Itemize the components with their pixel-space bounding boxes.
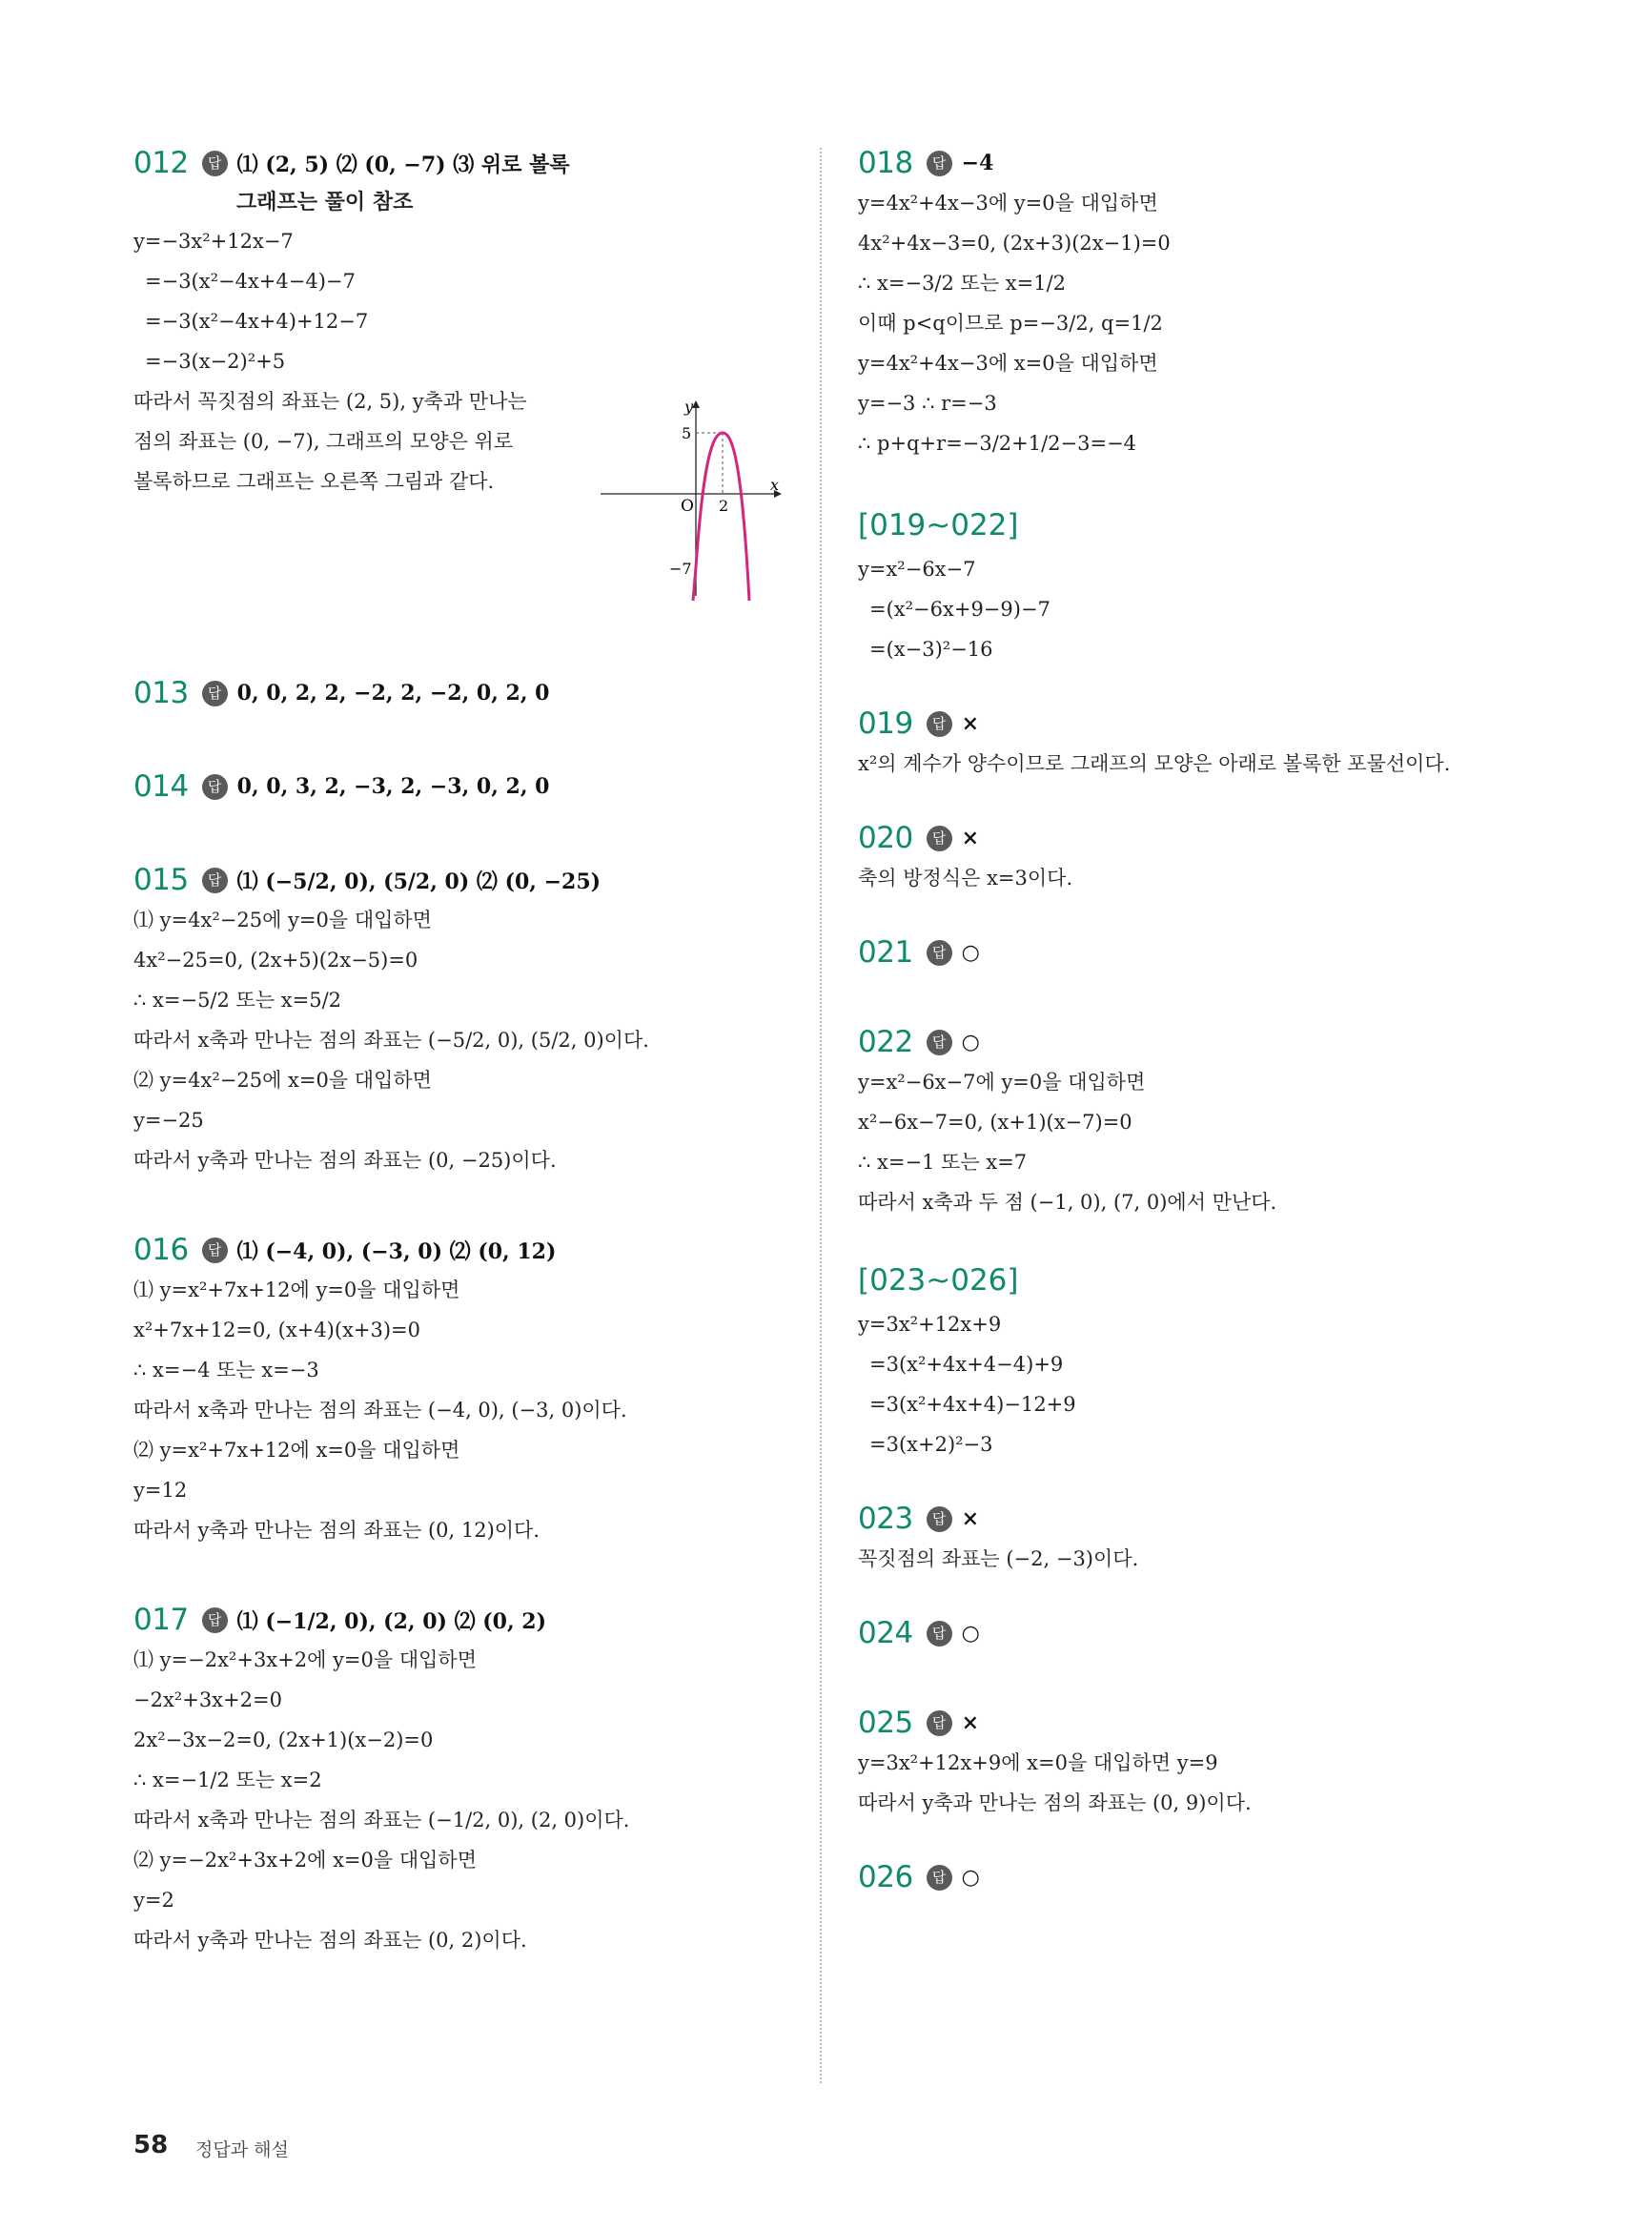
problem-021 bbox=[858, 932, 1544, 972]
answer-text: ○ bbox=[961, 1621, 980, 1646]
problem-header bbox=[133, 767, 801, 807]
solution-line: ⑴ y=−2x²+3x+2에 y=0을 대입하면 bbox=[133, 1648, 477, 1671]
answer-text: 0, 0, 3, 2, −3, 2, −3, 0, 2, 0 bbox=[236, 774, 550, 799]
answer-badge-icon: 답 bbox=[927, 151, 952, 176]
answer-badge-icon: 답 bbox=[202, 151, 228, 176]
column-divider bbox=[820, 148, 822, 2083]
solution-line: =3(x²+4x+4)−12+9 bbox=[869, 1393, 1076, 1416]
problem-header bbox=[858, 818, 1544, 858]
solution-line: y=12 bbox=[133, 1479, 188, 1502]
problem-015 bbox=[133, 860, 801, 1180]
answer-badge-icon: 답 bbox=[927, 1865, 952, 1891]
solution-line: ⑴ y=4x²−25에 y=0을 대입하면 bbox=[133, 909, 432, 931]
problem-number: 018 bbox=[858, 146, 913, 180]
solution-line: 꼭짓점의 좌표는 (−2, −3)이다. bbox=[858, 1547, 1139, 1570]
answer-badge-icon: 답 bbox=[927, 1621, 952, 1647]
solution-line: 따라서 x축과 만나는 점의 좌표는 (−4, 0), (−3, 0)이다. bbox=[133, 1399, 627, 1422]
group-title: [019~022] bbox=[858, 508, 1019, 542]
solution-line: ∴ x=−1 또는 x=7 bbox=[858, 1151, 1028, 1174]
problem-header bbox=[133, 860, 801, 900]
solution-line: 따라서 y축과 만나는 점의 좌표는 (0, −25)이다. bbox=[133, 1149, 557, 1172]
answer-text: × bbox=[961, 1506, 980, 1531]
answer-text: ⑴ (−5/2, 0), (5/2, 0) ⑵ (0, −25) bbox=[236, 869, 602, 894]
problem-header bbox=[133, 1600, 801, 1640]
solution-line: y=4x²+4x−3에 y=0을 대입하면 bbox=[858, 192, 1158, 215]
problem-number: 026 bbox=[858, 1860, 913, 1894]
solution-line: =3(x²+4x+4−4)+9 bbox=[869, 1353, 1064, 1376]
problem-014 bbox=[133, 767, 801, 807]
answer-badge-icon: 답 bbox=[202, 1238, 228, 1263]
answer-badge-icon: 답 bbox=[927, 711, 952, 737]
answer-text: ○ bbox=[961, 1865, 980, 1890]
solution-line: =−3(x−2)²+5 bbox=[145, 350, 286, 373]
solution-line: ⑵ y=−2x²+3x+2에 x=0을 대입하면 bbox=[133, 1849, 477, 1872]
problem-022 bbox=[858, 1022, 1544, 1222]
y-tick-top-label: 5 bbox=[682, 424, 692, 442]
answer-badge-icon: 답 bbox=[202, 681, 228, 706]
problem-024 bbox=[858, 1613, 1544, 1653]
y-axis-arrow-icon bbox=[692, 400, 700, 408]
problem-026 bbox=[858, 1857, 1544, 1897]
answer-badge-icon: 답 bbox=[927, 826, 952, 851]
problem-020 bbox=[858, 818, 1544, 898]
solution-line: 따라서 x축과 만나는 점의 좌표는 (−5/2, 0), (5/2, 0)이다. bbox=[133, 1029, 649, 1052]
problem-number: 016 bbox=[133, 1233, 189, 1267]
y-axis-label: y bbox=[684, 398, 694, 416]
answer-text: × bbox=[961, 1710, 980, 1735]
problem-016 bbox=[133, 1230, 801, 1550]
solution-line: 이때 p<q이므로 p=−3/2, q=1/2 bbox=[858, 312, 1163, 335]
problem-number: 012 bbox=[133, 146, 189, 180]
solution-line: y=−25 bbox=[133, 1109, 204, 1132]
problem-number: 017 bbox=[133, 1603, 189, 1637]
solution-line: =(x−3)²−16 bbox=[869, 638, 993, 661]
origin-label: O bbox=[681, 497, 694, 516]
solution-line: 4x²+4x−3=0, (2x+3)(2x−1)=0 bbox=[858, 232, 1171, 255]
solution-line: =−3(x²−4x+4)+12−7 bbox=[145, 310, 369, 333]
problem-025 bbox=[858, 1703, 1544, 1823]
parabola-curve bbox=[693, 433, 749, 601]
group-019-022 bbox=[858, 501, 1544, 669]
problem-number: 025 bbox=[858, 1706, 913, 1740]
solution-line: ⑵ y=4x²−25에 x=0을 대입하면 bbox=[133, 1069, 432, 1092]
problem-header bbox=[858, 1022, 1544, 1062]
solution-line: 따라서 x축과 만나는 점의 좌표는 (−1/2, 0), (2, 0)이다. bbox=[133, 1809, 630, 1831]
solution-line: y=3x²+12x+9 bbox=[858, 1313, 1002, 1336]
problem-018 bbox=[858, 143, 1544, 463]
solution-line: y=x²−6x−7 bbox=[858, 558, 976, 581]
solution-line: 축의 방정식은 x=3이다. bbox=[858, 867, 1073, 890]
solution-line: y=x²−6x−7에 y=0을 대입하면 bbox=[858, 1071, 1146, 1094]
answer-text: ○ bbox=[961, 1030, 980, 1054]
problem-header bbox=[858, 1857, 1544, 1897]
problem-header bbox=[858, 932, 1544, 972]
answer-text: 0, 0, 2, 2, −2, 2, −2, 0, 2, 0 bbox=[236, 681, 550, 706]
answer-continuation: 그래프는 풀이 참조 bbox=[236, 190, 414, 215]
solution-line: 따라서 y축과 만나는 점의 좌표는 (0, 2)이다. bbox=[133, 1929, 527, 1952]
solution-line: 4x²−25=0, (2x+5)(2x−5)=0 bbox=[133, 949, 418, 972]
answer-badge-icon: 답 bbox=[927, 1506, 952, 1532]
solution-line: ∴ x=−3/2 또는 x=1/2 bbox=[858, 272, 1067, 295]
problem-number: 019 bbox=[858, 706, 913, 741]
problem-013 bbox=[133, 673, 801, 713]
solution-line: 따라서 y축과 만나는 점의 좌표는 (0, 12)이다. bbox=[133, 1519, 540, 1542]
solution-line: 볼록하므로 그래프는 오른쪽 그림과 같다. bbox=[133, 470, 495, 493]
answer-badge-icon: 답 bbox=[927, 1710, 952, 1736]
problem-019 bbox=[858, 704, 1544, 784]
answer-badge-icon: 답 bbox=[202, 774, 228, 800]
problem-header bbox=[133, 673, 801, 713]
answer-text: ⑴ (2, 5) ⑵ (0, −7) ⑶ 위로 볼록 bbox=[236, 152, 570, 177]
answer-badge-icon: 답 bbox=[202, 868, 228, 893]
answer-badge-icon: 답 bbox=[927, 1030, 952, 1055]
x-tick-label: 2 bbox=[719, 497, 729, 515]
solution-line: =−3(x²−4x+4−4)−7 bbox=[145, 270, 356, 293]
problem-number: 023 bbox=[858, 1502, 913, 1536]
solution-line: =(x²−6x+9−9)−7 bbox=[869, 598, 1050, 621]
solution-line: 점의 좌표는 (0, −7), 그래프의 모양은 위로 bbox=[133, 430, 514, 453]
parabola-graph bbox=[601, 391, 791, 609]
x-axis-label: x bbox=[770, 476, 780, 494]
y-tick-bottom-label: −7 bbox=[669, 560, 692, 578]
answer-text: ⑴ (−4, 0), (−3, 0) ⑵ (0, 12) bbox=[236, 1238, 557, 1264]
problem-header bbox=[858, 143, 1544, 183]
solution-line: y=2 bbox=[133, 1889, 174, 1912]
answer-text: × bbox=[961, 826, 980, 850]
answer-text: × bbox=[961, 711, 980, 736]
solution-line: x²+7x+12=0, (x+4)(x+3)=0 bbox=[133, 1319, 421, 1341]
problem-023 bbox=[858, 1499, 1544, 1579]
problem-header bbox=[858, 704, 1544, 744]
problem-number: 013 bbox=[133, 676, 189, 710]
solution-line: y=−3 ∴ r=−3 bbox=[858, 392, 997, 415]
solution-line: ∴ x=−4 또는 x=−3 bbox=[133, 1359, 319, 1381]
right-column bbox=[858, 143, 1544, 1947]
solution-line: =3(x+2)²−3 bbox=[869, 1433, 993, 1456]
solution-line: 따라서 x축과 두 점 (−1, 0), (7, 0)에서 만난다. bbox=[858, 1191, 1277, 1214]
problem-header bbox=[858, 1613, 1544, 1653]
problem-header bbox=[858, 1499, 1544, 1539]
answer-text: ⑴ (−1/2, 0), (2, 0) ⑵ (0, 2) bbox=[236, 1608, 547, 1634]
answer-text: ○ bbox=[961, 940, 980, 965]
problem-number: 021 bbox=[858, 935, 913, 970]
solution-line: −2x²+3x+2=0 bbox=[133, 1688, 282, 1711]
solution-line: y=4x²+4x−3에 x=0을 대입하면 bbox=[858, 352, 1158, 375]
footer-label: 정답과 해설 bbox=[195, 2139, 289, 2160]
answer-badge-icon: 답 bbox=[202, 1607, 228, 1633]
solution-line: ∴ x=−1/2 또는 x=2 bbox=[133, 1769, 322, 1791]
problem-header bbox=[133, 1230, 801, 1270]
problem-number: 022 bbox=[858, 1025, 913, 1059]
problem-number: 020 bbox=[858, 821, 913, 855]
problem-header bbox=[858, 1703, 1544, 1743]
solution-line: x²−6x−7=0, (x+1)(x−7)=0 bbox=[858, 1111, 1132, 1134]
problem-header bbox=[133, 143, 801, 183]
solution-line: ∴ p+q+r=−3/2+1/2−3=−4 bbox=[858, 432, 1137, 455]
answer-text: −4 bbox=[961, 151, 994, 175]
solution-line: ⑴ y=x²+7x+12에 y=0을 대입하면 bbox=[133, 1279, 460, 1301]
solution-line: 따라서 꼭짓점의 좌표는 (2, 5), y축과 만나는 bbox=[133, 390, 527, 413]
answer-badge-icon: 답 bbox=[927, 940, 952, 966]
solution-line: ⑵ y=x²+7x+12에 x=0을 대입하면 bbox=[133, 1439, 460, 1462]
problem-number: 014 bbox=[133, 769, 189, 804]
problem-number: 015 bbox=[133, 863, 189, 897]
solution-line: ∴ x=−5/2 또는 x=5/2 bbox=[133, 989, 342, 1012]
problem-017 bbox=[133, 1600, 801, 1960]
solution-line: 2x²−3x−2=0, (2x+1)(x−2)=0 bbox=[133, 1729, 434, 1751]
group-023-026 bbox=[858, 1257, 1544, 1464]
group-title: [023~026] bbox=[858, 1263, 1019, 1298]
solution-line: x²의 계수가 양수이므로 그래프의 모양은 아래로 볼록한 포물선이다. bbox=[858, 752, 1451, 775]
solution-line: y=−3x²+12x−7 bbox=[133, 230, 294, 253]
problem-number: 024 bbox=[858, 1616, 913, 1650]
solution-line: y=3x²+12x+9에 x=0을 대입하면 y=9 bbox=[858, 1751, 1218, 1774]
solution-line: 따라서 y축과 만나는 점의 좌표는 (0, 9)이다. bbox=[858, 1791, 1252, 1814]
page-number: 58 bbox=[133, 2131, 169, 2159]
